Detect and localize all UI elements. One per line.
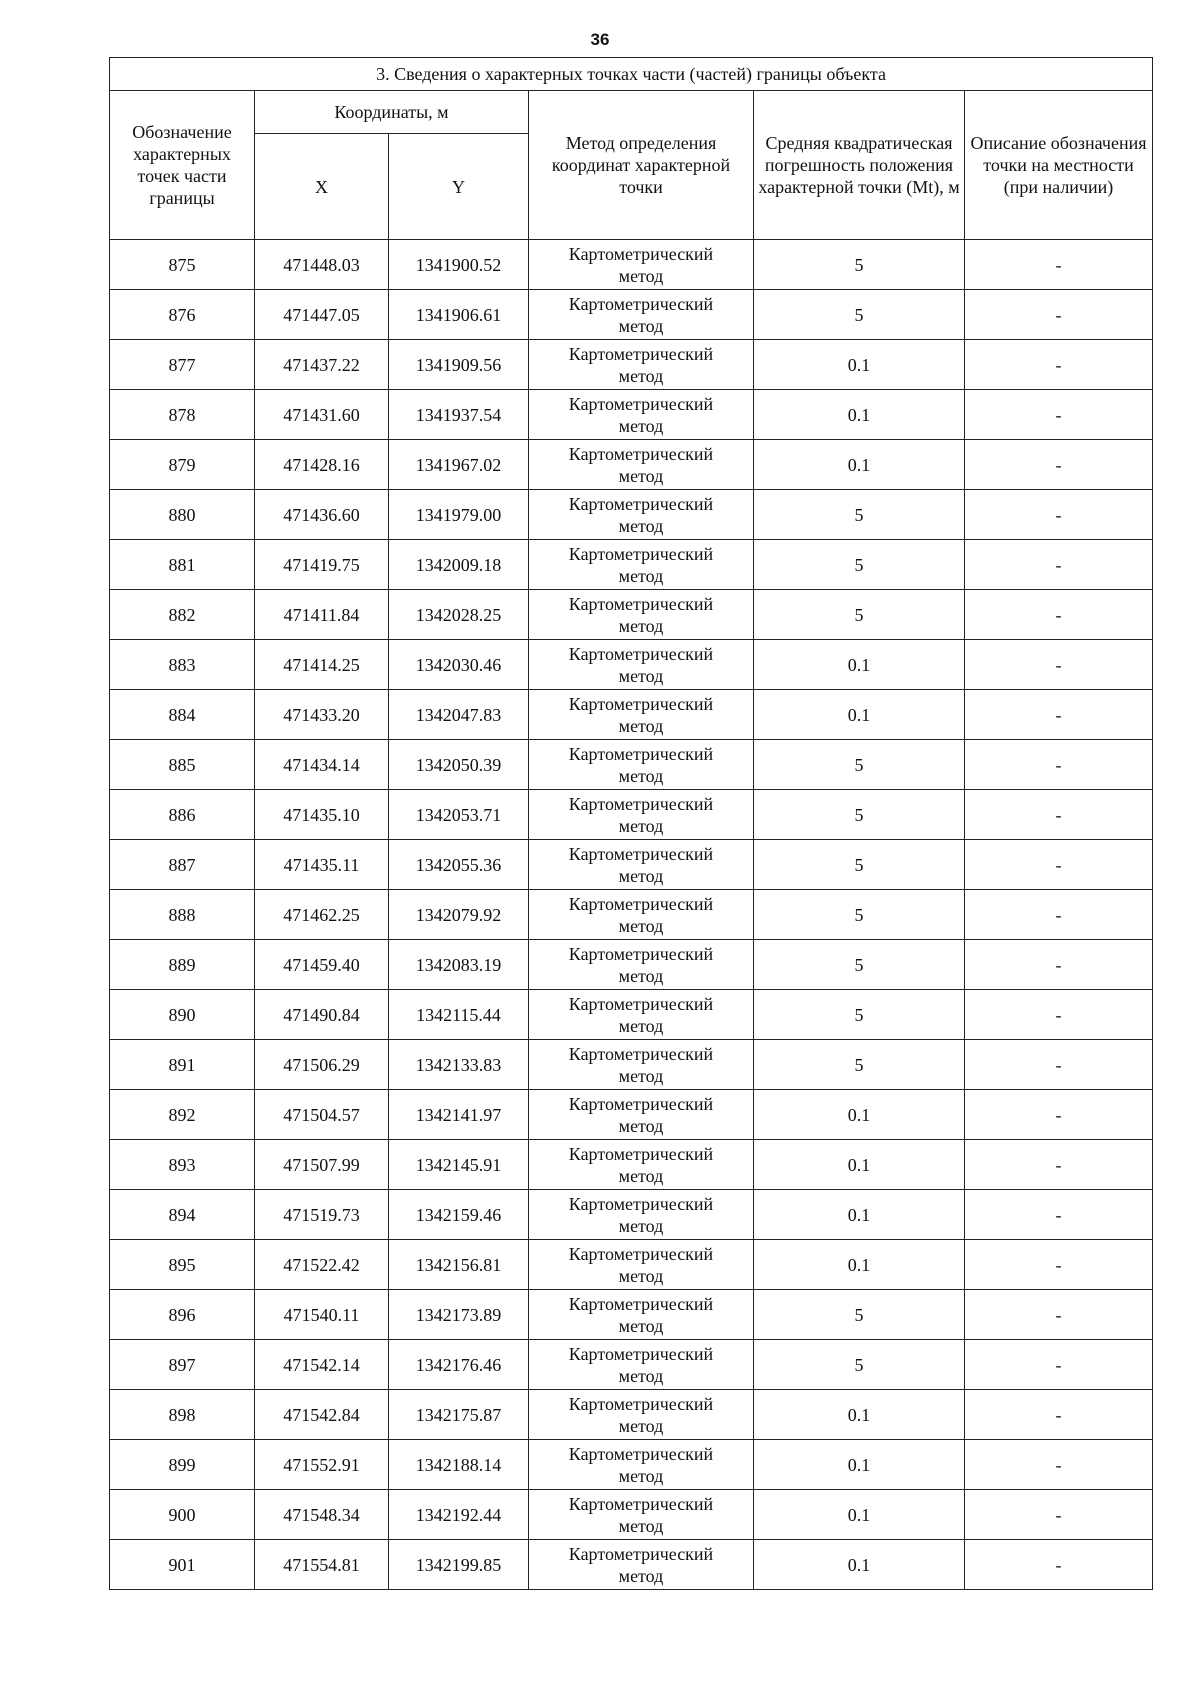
point-description: - — [965, 1290, 1153, 1340]
method-line-2: метод — [618, 465, 664, 486]
method-line-1: Картометрический — [568, 1443, 714, 1464]
coord-y: 1342141.97 — [389, 1090, 529, 1140]
coord-x: 471548.34 — [255, 1490, 389, 1540]
table-row — [110, 790, 1153, 840]
accuracy-mt: 5 — [754, 1290, 965, 1340]
coord-y: 1342053.71 — [389, 790, 529, 840]
method-cell — [529, 690, 754, 740]
coord-x: 471436.60 — [255, 490, 389, 540]
table-row — [110, 1490, 1153, 1540]
accuracy-mt: 0.1 — [754, 690, 965, 740]
accuracy-mt: 5 — [754, 1040, 965, 1090]
point-description: - — [965, 1390, 1153, 1440]
method-line-1: Картометрический — [568, 1293, 714, 1314]
coord-x: 471447.05 — [255, 290, 389, 340]
point-description: - — [965, 840, 1153, 890]
method-cell — [529, 390, 754, 440]
header-method: Метод определения координат характерной точки — [529, 91, 754, 240]
point-id: 878 — [110, 390, 255, 440]
accuracy-mt: 5 — [754, 290, 965, 340]
method-line-2: метод — [618, 1215, 664, 1236]
coord-y: 1341906.61 — [389, 290, 529, 340]
table-row — [110, 740, 1153, 790]
point-id: 883 — [110, 640, 255, 690]
characteristic-points-table — [109, 57, 1153, 1590]
accuracy-mt: 0.1 — [754, 1440, 965, 1490]
coord-y: 1342115.44 — [389, 990, 529, 1040]
table-row — [110, 390, 1153, 440]
method-cell — [529, 490, 754, 540]
method-line-1: Картометрический — [568, 543, 714, 564]
method-line-1: Картометрический — [568, 1393, 714, 1414]
coord-y: 1341909.56 — [389, 340, 529, 390]
method-cell — [529, 1040, 754, 1090]
method-line-1: Картометрический — [568, 293, 714, 314]
accuracy-mt: 5 — [754, 540, 965, 590]
accuracy-mt: 0.1 — [754, 1140, 965, 1190]
point-id: 886 — [110, 790, 255, 840]
method-line-1: Картометрический — [568, 243, 714, 264]
table-row — [110, 1390, 1153, 1440]
point-id: 884 — [110, 690, 255, 740]
coord-y: 1342159.46 — [389, 1190, 529, 1240]
method-line-1: Картометрический — [568, 1043, 714, 1064]
method-cell — [529, 1490, 754, 1540]
method-line-1: Картометрический — [568, 643, 714, 664]
method-line-2: метод — [618, 1565, 664, 1586]
coord-x: 471490.84 — [255, 990, 389, 1040]
coord-x: 471433.20 — [255, 690, 389, 740]
coord-y: 1342083.19 — [389, 940, 529, 990]
point-description: - — [965, 790, 1153, 840]
header-accuracy: Средняя квадратическая погрешность положения характерной точки (Mt), м — [754, 91, 965, 240]
method-cell — [529, 1290, 754, 1340]
accuracy-mt: 5 — [754, 490, 965, 540]
method-line-2: метод — [618, 565, 664, 586]
method-cell — [529, 1190, 754, 1240]
point-id: 891 — [110, 1040, 255, 1090]
coord-y: 1342145.91 — [389, 1140, 529, 1190]
table-row — [110, 640, 1153, 690]
method-cell — [529, 1340, 754, 1390]
method-cell — [529, 840, 754, 890]
accuracy-mt: 0.1 — [754, 1190, 965, 1240]
method-line-1: Картометрический — [568, 393, 714, 414]
table-row — [110, 1090, 1153, 1140]
method-cell — [529, 640, 754, 690]
point-id: 894 — [110, 1190, 255, 1240]
table-row — [110, 290, 1153, 340]
method-line-1: Картометрический — [568, 843, 714, 864]
method-line-2: метод — [618, 1515, 664, 1536]
table-row — [110, 490, 1153, 540]
method-line-2: метод — [618, 1265, 664, 1286]
method-line-1: Картометрический — [568, 1143, 714, 1164]
method-line-1: Картометрический — [568, 793, 714, 814]
accuracy-mt: 0.1 — [754, 440, 965, 490]
accuracy-mt: 5 — [754, 590, 965, 640]
point-description: - — [965, 1440, 1153, 1490]
point-id: 898 — [110, 1390, 255, 1440]
accuracy-mt: 0.1 — [754, 1390, 965, 1440]
method-line-1: Картометрический — [568, 693, 714, 714]
point-description: - — [965, 440, 1153, 490]
method-cell — [529, 1240, 754, 1290]
method-line-2: метод — [618, 265, 664, 286]
accuracy-mt: 0.1 — [754, 1540, 965, 1590]
accuracy-mt: 0.1 — [754, 1490, 965, 1540]
point-id: 881 — [110, 540, 255, 590]
method-cell — [529, 440, 754, 490]
coord-x: 471507.99 — [255, 1140, 389, 1190]
coord-y: 1341979.00 — [389, 490, 529, 540]
table-body — [110, 240, 1153, 1590]
method-line-2: метод — [618, 315, 664, 336]
point-id: 895 — [110, 1240, 255, 1290]
point-description: - — [965, 290, 1153, 340]
coord-x: 471554.81 — [255, 1540, 389, 1590]
method-cell — [529, 990, 754, 1040]
method-line-1: Картометрический — [568, 893, 714, 914]
method-line-1: Картометрический — [568, 943, 714, 964]
method-line-2: метод — [618, 615, 664, 636]
method-line-1: Картометрический — [568, 493, 714, 514]
table-row — [110, 240, 1153, 290]
method-line-2: метод — [618, 1365, 664, 1386]
method-line-1: Картометрический — [568, 1093, 714, 1114]
accuracy-mt: 0.1 — [754, 640, 965, 690]
point-id: 875 — [110, 240, 255, 290]
coord-x: 471459.40 — [255, 940, 389, 990]
point-id: 899 — [110, 1440, 255, 1490]
coord-y: 1342055.36 — [389, 840, 529, 890]
table-row — [110, 1540, 1153, 1590]
accuracy-mt: 5 — [754, 240, 965, 290]
accuracy-mt: 5 — [754, 840, 965, 890]
method-line-2: метод — [618, 1465, 664, 1486]
method-cell — [529, 340, 754, 390]
header-designation: Обозначение характерных точек части границы — [110, 91, 255, 240]
method-line-1: Картометрический — [568, 743, 714, 764]
point-id: 897 — [110, 1340, 255, 1390]
coord-x: 471519.73 — [255, 1190, 389, 1240]
point-description: - — [965, 1340, 1153, 1390]
method-line-2: метод — [618, 865, 664, 886]
coord-y: 1341937.54 — [389, 390, 529, 440]
method-cell — [529, 240, 754, 290]
table-row — [110, 340, 1153, 390]
method-cell — [529, 790, 754, 840]
header-coordinates: Координаты, м — [255, 91, 529, 134]
point-id: 901 — [110, 1540, 255, 1590]
coord-y: 1342009.18 — [389, 540, 529, 590]
method-line-1: Картометрический — [568, 1193, 714, 1214]
point-description: - — [965, 1190, 1153, 1240]
point-id: 885 — [110, 740, 255, 790]
coord-x: 471552.91 — [255, 1440, 389, 1490]
method-line-1: Картометрический — [568, 1243, 714, 1264]
accuracy-mt: 0.1 — [754, 1240, 965, 1290]
table-row — [110, 440, 1153, 490]
method-line-1: Картометрический — [568, 1343, 714, 1364]
point-id: 882 — [110, 590, 255, 640]
point-description: - — [965, 1240, 1153, 1290]
method-line-1: Картометрический — [568, 993, 714, 1014]
coord-y: 1342192.44 — [389, 1490, 529, 1540]
method-cell — [529, 1540, 754, 1590]
table-row — [110, 1190, 1153, 1240]
table-row — [110, 1290, 1153, 1340]
coord-x: 471542.14 — [255, 1340, 389, 1390]
point-description: - — [965, 690, 1153, 740]
method-cell — [529, 1090, 754, 1140]
method-line-1: Картометрический — [568, 443, 714, 464]
table-row — [110, 1240, 1153, 1290]
coord-y: 1342188.14 — [389, 1440, 529, 1490]
table-row — [110, 840, 1153, 890]
coord-y: 1342175.87 — [389, 1390, 529, 1440]
coord-y: 1342156.81 — [389, 1240, 529, 1290]
point-description: - — [965, 740, 1153, 790]
method-line-2: метод — [618, 1065, 664, 1086]
coord-x: 471506.29 — [255, 1040, 389, 1090]
accuracy-mt: 5 — [754, 990, 965, 1040]
point-id: 887 — [110, 840, 255, 890]
point-id: 893 — [110, 1140, 255, 1190]
method-line-2: метод — [618, 1315, 664, 1336]
method-line-2: метод — [618, 1415, 664, 1436]
point-id: 889 — [110, 940, 255, 990]
coord-x: 471428.16 — [255, 440, 389, 490]
coord-x: 471540.11 — [255, 1290, 389, 1340]
coord-x: 471437.22 — [255, 340, 389, 390]
accuracy-mt: 5 — [754, 890, 965, 940]
point-description: - — [965, 240, 1153, 290]
table-row — [110, 940, 1153, 990]
accuracy-mt: 5 — [754, 790, 965, 840]
point-id: 876 — [110, 290, 255, 340]
method-line-2: метод — [618, 965, 664, 986]
method-line-1: Картометрический — [568, 1543, 714, 1564]
accuracy-mt: 5 — [754, 1340, 965, 1390]
table-row — [110, 540, 1153, 590]
coord-x: 471419.75 — [255, 540, 389, 590]
method-line-2: метод — [618, 765, 664, 786]
coord-x: 471411.84 — [255, 590, 389, 640]
coord-y: 1342133.83 — [389, 1040, 529, 1090]
method-line-2: метод — [618, 665, 664, 686]
point-description: - — [965, 540, 1153, 590]
method-line-1: Картометрический — [568, 343, 714, 364]
coord-y: 1342176.46 — [389, 1340, 529, 1390]
coord-y: 1342028.25 — [389, 590, 529, 640]
table-row — [110, 690, 1153, 740]
coord-x: 471504.57 — [255, 1090, 389, 1140]
table-caption: 3. Сведения о характерных точках части (частей) границы объекта — [110, 58, 1153, 91]
point-description: - — [965, 990, 1153, 1040]
coord-y: 1341900.52 — [389, 240, 529, 290]
accuracy-mt: 0.1 — [754, 390, 965, 440]
table-row — [110, 1140, 1153, 1190]
point-description: - — [965, 1090, 1153, 1140]
point-id: 896 — [110, 1290, 255, 1340]
point-id: 879 — [110, 440, 255, 490]
method-cell — [529, 940, 754, 990]
point-description: - — [965, 1490, 1153, 1540]
coord-x: 471522.42 — [255, 1240, 389, 1290]
point-description: - — [965, 1040, 1153, 1090]
coord-x: 471542.84 — [255, 1390, 389, 1440]
coord-y: 1342030.46 — [389, 640, 529, 690]
accuracy-mt: 0.1 — [754, 1090, 965, 1140]
method-cell — [529, 590, 754, 640]
coord-y: 1342079.92 — [389, 890, 529, 940]
header-y: Y — [389, 134, 529, 240]
method-cell — [529, 290, 754, 340]
method-line-1: Картометрический — [568, 593, 714, 614]
coord-y: 1341967.02 — [389, 440, 529, 490]
header-description: Описание обозначения точки на местности (при наличии) — [965, 91, 1153, 240]
method-cell — [529, 1390, 754, 1440]
coord-x: 471435.11 — [255, 840, 389, 890]
point-id: 877 — [110, 340, 255, 390]
point-description: - — [965, 590, 1153, 640]
table-row — [110, 1440, 1153, 1490]
accuracy-mt: 5 — [754, 940, 965, 990]
header-x: X — [255, 134, 389, 240]
method-cell — [529, 890, 754, 940]
page-number: 36 — [590, 30, 610, 49]
point-id: 892 — [110, 1090, 255, 1140]
point-id: 890 — [110, 990, 255, 1040]
point-description: - — [965, 490, 1153, 540]
coord-x: 471414.25 — [255, 640, 389, 690]
table-row — [110, 1340, 1153, 1390]
table-row — [110, 890, 1153, 940]
method-cell — [529, 740, 754, 790]
coord-y: 1342050.39 — [389, 740, 529, 790]
method-line-2: метод — [618, 1165, 664, 1186]
method-line-2: метод — [618, 915, 664, 936]
method-line-2: метод — [618, 415, 664, 436]
coord-x: 471435.10 — [255, 790, 389, 840]
table-row — [110, 590, 1153, 640]
coord-y: 1342173.89 — [389, 1290, 529, 1340]
method-line-1: Картометрический — [568, 1493, 714, 1514]
point-description: - — [965, 340, 1153, 390]
point-description: - — [965, 890, 1153, 940]
method-line-2: метод — [618, 715, 664, 736]
point-description: - — [965, 1140, 1153, 1190]
method-cell — [529, 540, 754, 590]
point-description: - — [965, 640, 1153, 690]
method-line-2: метод — [618, 1115, 664, 1136]
method-line-2: метод — [618, 815, 664, 836]
coord-x: 471431.60 — [255, 390, 389, 440]
method-line-2: метод — [618, 365, 664, 386]
point-description: - — [965, 1540, 1153, 1590]
point-id: 880 — [110, 490, 255, 540]
table-row — [110, 990, 1153, 1040]
accuracy-mt: 5 — [754, 740, 965, 790]
coord-y: 1342199.85 — [389, 1540, 529, 1590]
method-cell — [529, 1440, 754, 1490]
point-id: 900 — [110, 1490, 255, 1540]
coord-x: 471462.25 — [255, 890, 389, 940]
accuracy-mt: 0.1 — [754, 340, 965, 390]
method-line-2: метод — [618, 1015, 664, 1036]
point-description: - — [965, 390, 1153, 440]
table-row — [110, 1040, 1153, 1090]
coord-y: 1342047.83 — [389, 690, 529, 740]
coord-x: 471434.14 — [255, 740, 389, 790]
method-cell — [529, 1140, 754, 1190]
method-line-2: метод — [618, 515, 664, 536]
point-description: - — [965, 940, 1153, 990]
coord-x: 471448.03 — [255, 240, 389, 290]
point-id: 888 — [110, 890, 255, 940]
